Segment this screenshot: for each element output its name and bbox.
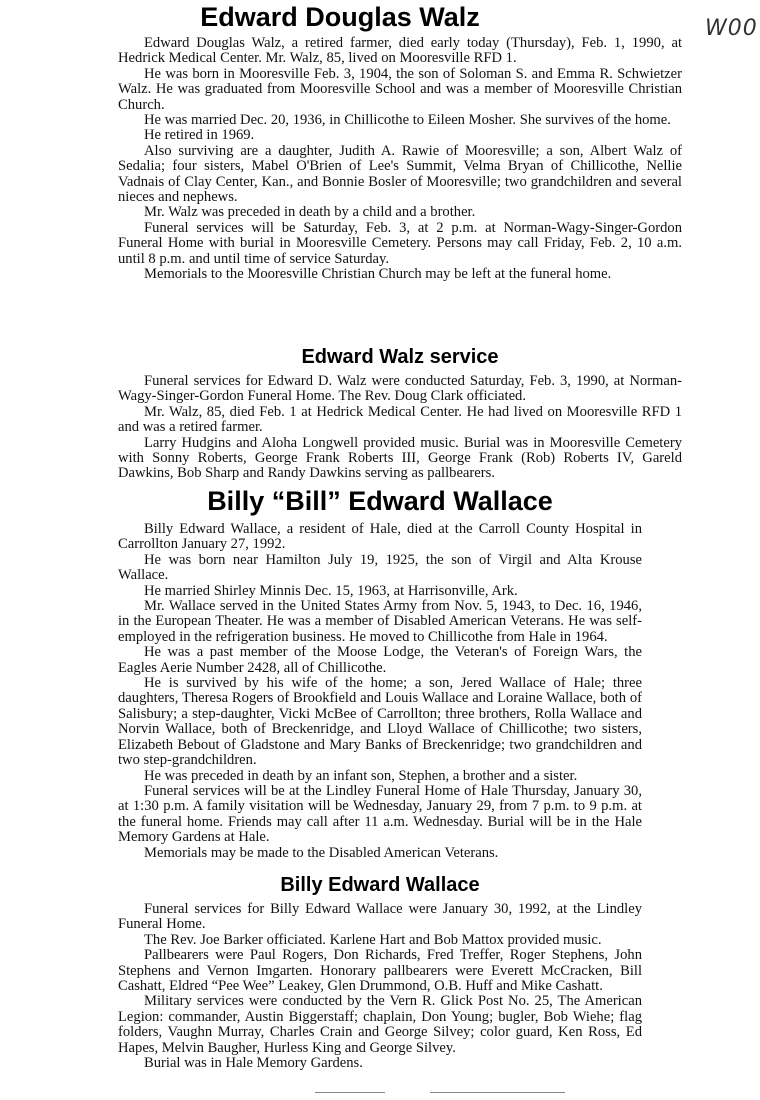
paragraph: Also surviving are a daughter, Judith A. Rawie of Mooresville; a son, Albert Walz of Sedalia; four sisters, Mabel O'Brien of Lee's Summit, Velma Bryan of Chillicothe, Nellie Vadnais of Clay Center, Kan., and Bonnie Bosler of Mooresville; two grandchildren and several nieces and nephews. [118, 142, 682, 206]
paragraph: Burial was in Hale Memory Gardens. [144, 1055, 363, 1072]
article-2-title: Edward Walz service [301, 346, 499, 368]
paragraph: Memorials to the Mooresville Christian Church may be left at the funeral home. [144, 266, 612, 283]
paragraph: He was born in Mooresville Feb. 3, 1904, the son of Soloman S. and Emma R. Schwietzer Walz. He was graduated from Mooresville School and was a member of Mooresville Christian Church. [118, 65, 682, 113]
article-4-title: Billy Edward Wallace [280, 874, 480, 896]
paragraph: Billy Edward Wallace, a resident of Hale, died at the Carroll County Hospital in Carrollton January 27, 1992. [118, 521, 642, 553]
paragraph: Funeral services for Edward D. Walz were conducted Saturday, Feb. 3, 1990, at Norman-Wagy-Singer-Gordon Funeral Home. The Rev. Doug Clark officiated. [118, 373, 682, 405]
paragraph: The Rev. Joe Barker officiated. Karlene Hart and Bob Mattox provided music. [144, 931, 602, 948]
paragraph: Mr. Wallace served in the United States Army from Nov. 5, 1943, to Dec. 16, 1946, in the European Theater. He was a member of Disabled American Veterans. He was self-employed in the refrigeration business. He moved to Chillicothe from Hale in 1964. [118, 598, 642, 645]
paragraph: Larry Hudgins and Aloha Longwell provided music. Burial was in Mooresville Cemetery with Sonny Roberts, George Frank Roberts III, George Frank (Rob) Roberts IV, Gareld Dawkins, Bob Sharp and Randy Dawkins serving as pallbearers. [118, 434, 682, 482]
article-2-body [118, 374, 682, 482]
paragraph: He retired in 1969. [144, 127, 255, 144]
paragraph: Funeral services for Billy Edward Wallace were January 30, 1992, at the Lindley Funeral Home. [118, 901, 642, 933]
paragraph: Mr. Walz was preceded in death by a child and a brother. [144, 204, 476, 221]
paragraph: Memorials may be made to the Disabled American Veterans. [144, 844, 499, 861]
paragraph: Funeral services will be Saturday, Feb. 3, at 2 p.m. at Norman-Wagy-Singer-Gordon Funeral Home with burial in Mooresville Cemetery. Persons may call Friday, Feb. 2, 10 a.m. until 8 p.m. and until time of service Saturday. [118, 219, 682, 267]
article-1-title: Edward Douglas Walz [200, 2, 480, 32]
article-3-body [118, 522, 642, 861]
paragraph: He married Shirley Minnis Dec. 15, 1963, at Harrisonville, Ark. [144, 582, 518, 599]
paragraph: He was born near Hamilton July 19, 1925, the son of Virgil and Alta Krouse Wallace. [118, 551, 642, 584]
paragraph: Edward Douglas Walz, a retired farmer, died early today (Thursday), Feb. 1, 1990, at Hedrick Medical Center. Mr. Walz, 85, lived on Mooresville RFD 1. [118, 35, 682, 67]
paragraph: Funeral services will be at the Lindley Funeral Home of Hale Thursday, January 30, at 1:30 p.m. A family visitation will be Wednesday, January 29, from 7 p.m. to 9 p.m. at the funeral home. Friends may call after 11 a.m. Wednesday. Burial will be in the Hale Memory Gardens at Hale. [118, 782, 642, 846]
paragraph: He was married Dec. 20, 1936, in Chillicothe to Eileen Mosher. She survives of the home. [144, 112, 671, 129]
handwritten-note: W00 [705, 16, 758, 41]
article-1-body [118, 36, 682, 283]
article-4-body [118, 902, 642, 1071]
paragraph: He was a past member of the Moose Lodge, the Veteran's of Foreign Wars, the Eagles Aerie Number 2428, all of Chillicothe. [118, 644, 642, 676]
paragraph: Mr. Walz, 85, died Feb. 1 at Hedrick Medical Center. He had lived on Mooresville RFD 1 and was a retired farmer. [118, 403, 682, 436]
article-3-title: Billy “Bill” Edward Wallace [207, 486, 553, 516]
paragraph: He is survived by his wife of the home; a son, Jered Wallace of Hale; three daughters, Theresa Rogers of Brookfield and Louis Wallace and Loraine Wallace, both of Salisbury; a step-daughter, Vicki McBee of Carrollton; three brothers, Rolla Wallace and Norvin Wallace, both of Breckenridge, and Lloyd Wallace of Chillicothe; two sisters, Elizabeth Bebout of Gladstone and Mary Banks of Breckenridge; two grandchildren and two step-grandchildren. [118, 675, 642, 769]
paragraph: Pallbearers were Paul Rogers, Don Richards, Fred Treffer, Roger Stephens, John Stephens and Vernon Imgarten. Honorary pallbearers were Everett McCracken, Bill Cashatt, Eldred “Pee Wee” Leakey, Glen Drummond, O.B. Huff and Mike Cashatt. [118, 947, 642, 995]
divider [315, 1092, 385, 1093]
paragraph: Military services were conducted by the Vern R. Glick Post No. 25, The American Legion: commander, Austin Biggerstaff; chaplain, Don Young; bugler, Bob Wiehe; flag folders, Vaughn Murray, Charles Crain and George Silvey; color guard, Ken Ross, Ed Hapes, Melvin Baugher, Hurless King and George Silvey. [118, 993, 642, 1056]
paragraph: He was preceded in death by an infant son, Stephen, a brother and a sister. [144, 767, 578, 784]
divider [430, 1092, 565, 1093]
